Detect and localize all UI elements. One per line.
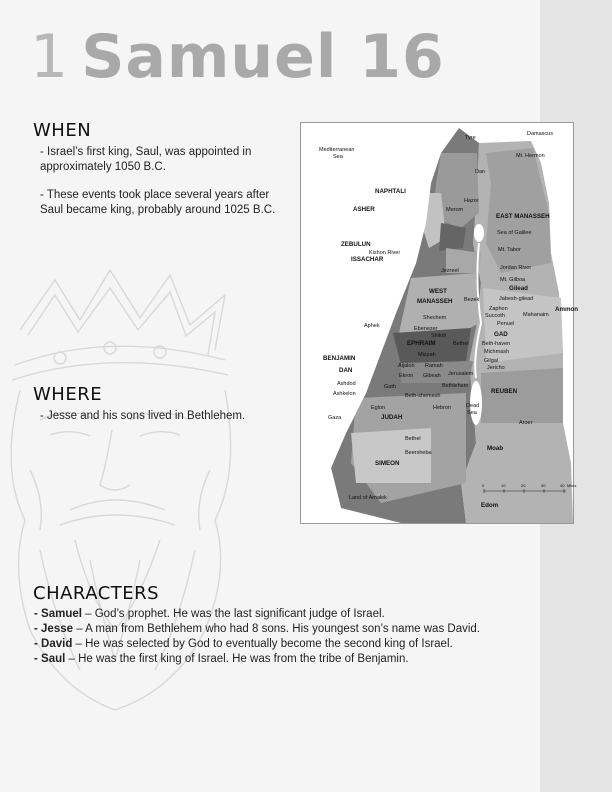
when-item: - These events took place several years after Saul became king, probably around 1025 B.C. bbox=[40, 189, 276, 216]
characters-list bbox=[34, 607, 534, 667]
map-label: Penuel bbox=[497, 321, 515, 327]
chapter-book-number: 1 bbox=[30, 22, 70, 92]
map-label: Kishon River bbox=[369, 250, 401, 256]
map-label: Shiloh bbox=[431, 333, 447, 339]
map-label: Jordan River bbox=[500, 265, 532, 271]
map-label: Moab bbox=[487, 445, 504, 452]
character-item: - David – He was selected by God to eventually become the second king of Israel. bbox=[34, 638, 453, 650]
map-label: Gilead bbox=[509, 285, 528, 292]
zebulun-region bbox=[439, 223, 466, 251]
map-label: Ashdod bbox=[337, 381, 356, 387]
map-label: ISSACHAR bbox=[351, 256, 384, 263]
map-label: Zaphon bbox=[489, 306, 508, 312]
map-label: Succoth bbox=[485, 313, 505, 319]
reuben-region bbox=[481, 368, 563, 423]
map-label: Jezreel bbox=[441, 268, 459, 274]
map-label: Eglon bbox=[371, 405, 386, 411]
where-item: - Jesse and his sons lived in Bethlehem. bbox=[40, 410, 246, 422]
map-label: Beth-haven bbox=[482, 341, 511, 347]
character-item: - Samuel – God’s prophet. He was the last significant judge of Israel. bbox=[34, 608, 385, 620]
map-label: Mt. Hermon bbox=[516, 153, 545, 159]
map-label: Mt. Tabor bbox=[498, 247, 521, 253]
map-label: Ammon bbox=[555, 306, 579, 313]
map-label: DAN bbox=[339, 367, 353, 374]
map-label: Sea bbox=[467, 410, 477, 416]
scale-tick: 40 bbox=[560, 483, 565, 488]
character-item: - Jesse – A man from Bethlehem who had 8 sons. His youngest son’s name was David. bbox=[34, 623, 480, 635]
map-label: Ramah bbox=[425, 363, 443, 369]
map-label: Gath bbox=[384, 384, 396, 390]
when-text bbox=[40, 145, 285, 218]
map-label: Mahanaim bbox=[523, 312, 549, 318]
map-label: EPHRAIM bbox=[407, 340, 436, 347]
map-label: Jerusalem bbox=[448, 371, 474, 377]
map-label: Michmash bbox=[484, 349, 510, 355]
map-label: Beth-shemesh bbox=[405, 393, 441, 399]
map-label: Aphek bbox=[364, 323, 380, 329]
when-heading: WHEN bbox=[33, 120, 92, 141]
map-label: Ebenezer bbox=[414, 326, 438, 332]
map-label: Ekron bbox=[399, 373, 414, 379]
map-label: Beersheba bbox=[405, 450, 432, 456]
map-label: Gilgal bbox=[484, 358, 499, 364]
character-item: - Saul – He was the first king of Israel. He was from the tribe of Benjamin. bbox=[34, 653, 409, 665]
map-label: Mediterranean bbox=[319, 147, 355, 153]
scale-tick: 10 bbox=[501, 483, 506, 488]
scale-tick: 0 bbox=[482, 483, 485, 488]
map-label: Ashkelon bbox=[333, 391, 356, 397]
map-label: REUBEN bbox=[491, 388, 518, 395]
scale-tick: 20 bbox=[521, 483, 526, 488]
map-label: WEST bbox=[429, 288, 447, 295]
sea-of-galilee-shape bbox=[474, 224, 484, 242]
where-heading: WHERE bbox=[33, 384, 103, 405]
map-label: Dan bbox=[475, 169, 486, 175]
where-text bbox=[40, 409, 285, 424]
map-graphic bbox=[301, 123, 573, 523]
map-label: SIMEON bbox=[375, 460, 400, 467]
map-label: Mizpah bbox=[418, 352, 436, 358]
map-label: ASHER bbox=[353, 206, 375, 213]
map-label: Bethel bbox=[453, 341, 469, 347]
map-label: JUDAH bbox=[381, 414, 403, 421]
map-label: Merom bbox=[446, 207, 464, 213]
israel-map bbox=[300, 122, 579, 524]
scale-unit: Miles bbox=[567, 483, 577, 488]
chapter-name: Samuel 16 bbox=[81, 22, 445, 92]
map-label: Sea bbox=[333, 154, 343, 160]
map-label: NAPHTALI bbox=[375, 188, 406, 195]
map-label: BENJAMIN bbox=[323, 355, 356, 362]
map-label: Mt. Gilboa bbox=[500, 277, 526, 283]
map-label: EAST MANASSEH bbox=[496, 213, 550, 220]
map-label: Bethel bbox=[405, 436, 421, 442]
map-label: Bezek bbox=[464, 297, 480, 303]
map-label: Edom bbox=[481, 502, 499, 509]
map-label: Hazor bbox=[464, 198, 479, 204]
map-label: ZEBULUN bbox=[341, 241, 371, 248]
map-label: Land of Amalek bbox=[349, 495, 387, 501]
characters-heading: CHARACTERS bbox=[33, 583, 160, 604]
map-label: GAD bbox=[494, 331, 508, 338]
map-label: Bethlehem bbox=[442, 383, 469, 389]
map-label: Damascus bbox=[527, 131, 553, 137]
when-item: - Israel’s first king, Saul, was appointed in approximately 1050 B.C. bbox=[40, 146, 252, 173]
map-label: Hebron bbox=[433, 405, 452, 411]
map-label: Sea of Galilee bbox=[497, 230, 532, 236]
map-label: Gaza bbox=[328, 415, 342, 421]
map-label: Jabesh-gilead bbox=[499, 296, 534, 302]
scale-tick: 30 bbox=[541, 483, 546, 488]
map-label: MANASSEH bbox=[417, 298, 453, 305]
map-label: Dead bbox=[466, 403, 480, 409]
map-label: Jericho bbox=[487, 365, 505, 371]
map-label: Tyre bbox=[465, 135, 476, 141]
page-title bbox=[30, 22, 445, 92]
map-label: Gibeah bbox=[423, 373, 441, 379]
map-label: Aroer bbox=[519, 420, 533, 426]
map-label: Shechem bbox=[423, 315, 447, 321]
map-label: Aijalon bbox=[398, 363, 415, 369]
